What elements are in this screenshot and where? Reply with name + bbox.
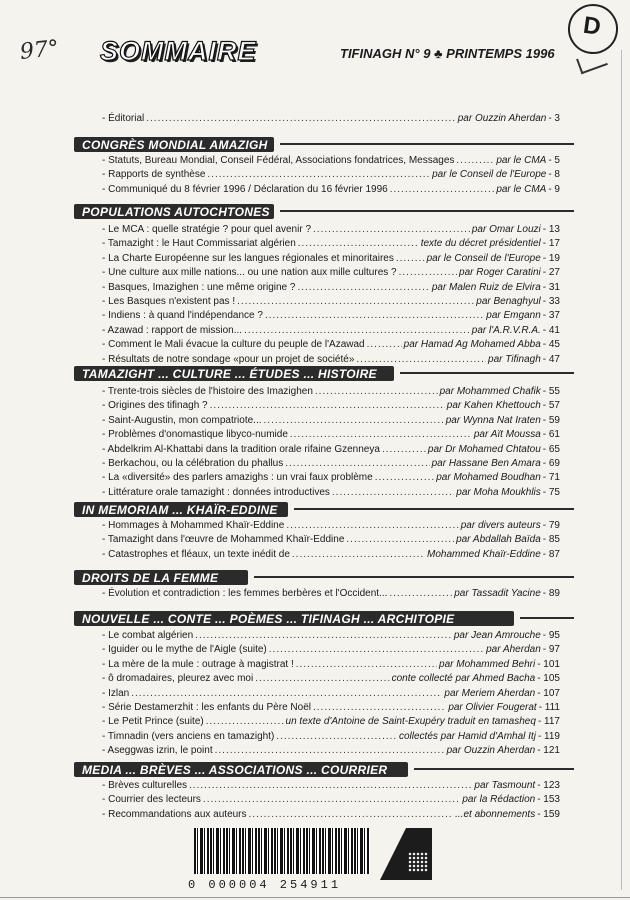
entry-title: - Hommages à Mohammed Khaïr-Eddine: [102, 520, 285, 531]
toc-entry: [102, 282, 560, 294]
entry-author: par Benaghyul: [476, 296, 541, 307]
toc-entry: [102, 354, 560, 366]
entry-title: - Berkachou, ou la célébration du phallus: [102, 458, 284, 469]
entry-title: - ô dromadaires, pleurez avec moi: [102, 673, 254, 685]
leader-dots: [255, 673, 389, 685]
entry-page: - 8: [548, 169, 560, 181]
toc-entry: [102, 549, 560, 561]
entry-author: par Meriem Aherdan: [444, 687, 536, 699]
entry-author: par le Conseil de l'Europe: [426, 252, 541, 264]
leader-dots: [456, 155, 494, 167]
entry-author: par Olivier Fougerat: [448, 702, 537, 713]
toc-entry: [102, 444, 560, 456]
toc-entry: [102, 169, 560, 181]
toc-entry: [102, 155, 560, 167]
toc-entry: [102, 702, 560, 714]
section-title: CONGRÈS MONDIAL AMAZIGH: [82, 138, 268, 152]
entry-author: par Tifinagh: [488, 353, 541, 365]
section-title-bar: [74, 366, 394, 381]
entry-title: - Les Basques n'existent pas !: [102, 296, 236, 307]
entry-title: - Izlan: [102, 687, 130, 699]
section-title: MEDIA ... BRÈVES ... ASSOCIATIONS ... COURRIER: [82, 763, 388, 777]
entry-author: par Omar Louzi: [471, 224, 541, 235]
leader-dots: [367, 339, 402, 351]
entry-author: par Hamad Ag Mohamed Abba: [403, 339, 541, 351]
entry-author: par Aït Moussa: [473, 429, 541, 441]
toc-entry: [102, 224, 560, 236]
entry-title: - La Charte Européenne sur les langues régionales et minoritaires: [102, 252, 394, 264]
entry-page: - 101: [537, 658, 560, 670]
toc-entry: [102, 644, 560, 656]
leader-dots: [269, 644, 484, 656]
section-header: [74, 762, 574, 777]
entry-author: par le CMA: [496, 183, 547, 195]
entry-author: par Malen Ruiz de Elvira: [431, 281, 541, 293]
toc-entry: [102, 659, 560, 671]
section-rule: [280, 210, 574, 212]
page-title: SOMMAIRE: [100, 36, 257, 66]
toc-entry: [102, 296, 560, 308]
entry-title: - Communiqué du 8 février 1996 / Déclaration du 16 février 1996: [102, 183, 388, 195]
leader-dots: [195, 630, 452, 642]
page-edge: [621, 50, 622, 890]
entry-author: par Abdallah Baïda: [456, 534, 541, 546]
toc-entry: [102, 809, 560, 821]
entry-title: - Série Destamerzhit : les enfants du Père Noël: [102, 702, 311, 713]
entry-page: - 59: [542, 414, 560, 426]
leader-dots: [375, 472, 435, 484]
toc-entry: [102, 400, 560, 412]
entry-title: - Iguider ou le mythe de l'Aigle (suite): [102, 644, 267, 656]
pen-scribble-icon: [576, 50, 608, 75]
stamp-letter: D: [581, 11, 603, 41]
entry-author: par Tasmount: [474, 780, 536, 791]
entry-page: - 37: [542, 310, 560, 322]
entry-title: - Éditorial: [102, 113, 145, 124]
entry-author: par Tassadit Yacine: [454, 588, 541, 599]
entry-page: - 95: [542, 630, 560, 641]
section-rule: [414, 768, 574, 770]
entry-page: - 89: [542, 588, 560, 599]
section-header: [74, 137, 574, 152]
toc-entry: [102, 780, 560, 792]
publisher-logo-icon: [380, 828, 432, 880]
entry-title: - Une culture aux mille nations... ou une nation aux mille cultures ?: [102, 267, 397, 279]
entry-page: - 71: [542, 472, 560, 484]
leader-dots: [396, 253, 425, 265]
entry-author: par Mohamed Boudhan: [436, 472, 541, 484]
section-title-bar: [74, 570, 248, 585]
entry-title: - Le Petit Prince (suite): [102, 716, 204, 728]
barcode-bars: [194, 828, 370, 874]
entry-title: - Le MCA : quelle stratégie ? pour quel avenir ?: [102, 224, 312, 235]
entry-title: - Origines des tifinagh ?: [102, 400, 208, 412]
toc-entry: [102, 472, 560, 484]
section-rule: [280, 143, 574, 145]
section-header: [74, 366, 574, 381]
entry-page: - 117: [537, 716, 560, 728]
leader-dots: [399, 267, 457, 279]
section-header: [74, 570, 574, 585]
toc-entry: [102, 339, 560, 351]
leader-dots: [244, 325, 470, 337]
section-rule: [400, 372, 574, 374]
entry-author: par le CMA: [496, 155, 547, 166]
entry-title: - Le combat algérien: [102, 630, 194, 641]
entry-title: - Résultats de notre sondage «pour un projet de société»: [102, 353, 355, 365]
leader-dots: [332, 487, 454, 499]
handwritten-number: 97°: [18, 36, 61, 65]
toc-entry: [102, 534, 560, 546]
toc-entry: [102, 688, 560, 700]
entry-title: - Recommandations aux auteurs: [102, 808, 247, 820]
leader-dots: [207, 169, 430, 181]
entry-author: par l'A.R.V.R.A.: [471, 324, 541, 336]
leader-dots: [313, 224, 470, 236]
section-title: DROITS DE LA FEMME: [82, 571, 219, 585]
entry-author: Mohammed Khaïr-Eddine: [427, 548, 541, 560]
entry-title: - Courrier des lecteurs: [102, 794, 201, 806]
leader-dots: [390, 184, 495, 196]
entry-author: texte du décret présidentiel: [420, 238, 541, 250]
toc-entry: [102, 673, 560, 685]
entry-page: - 27: [542, 267, 560, 279]
entry-page: - 87: [542, 548, 560, 560]
toc-entry: [102, 794, 560, 806]
entry-page: - 107: [537, 687, 560, 699]
entry-author: conte collecté par Ahmed Bacha: [391, 673, 536, 685]
toc-entry: [102, 588, 560, 600]
entry-page: - 5: [548, 155, 560, 166]
barcode: [188, 828, 374, 894]
entry-page: - 153: [537, 794, 560, 806]
toc-entry: [102, 429, 560, 441]
entry-page: - 79: [542, 520, 560, 531]
leader-dots: [146, 113, 456, 125]
leader-dots: [356, 354, 486, 366]
entry-title: - Saint-Augustin, mon compatriote...: [102, 414, 262, 426]
leader-dots: [285, 458, 429, 470]
entry-title: - Azawad : rapport de mission...: [102, 324, 243, 336]
page-edge-bottom: [0, 897, 630, 898]
entry-author: par Hassane Ben Amara: [431, 458, 541, 469]
section-header: [74, 204, 574, 219]
entry-page: - 13: [542, 224, 560, 235]
entry-author: par Aherdan: [486, 644, 541, 656]
entry-page: - 159: [537, 808, 560, 820]
leader-dots: [315, 386, 438, 398]
leader-dots: [249, 809, 454, 821]
entry-author: par divers auteurs: [460, 520, 541, 531]
leader-dots: [210, 400, 445, 412]
section-header: [74, 502, 574, 517]
section-rule: [520, 617, 574, 619]
section-title: POPULATIONS AUTOCHTONES: [82, 205, 270, 219]
leader-dots: [290, 429, 472, 441]
entry-page: - 9: [548, 183, 560, 195]
entry-page: - 17: [542, 238, 560, 250]
entry-author: par Jean Amrouche: [453, 630, 541, 641]
entry-title: - Aseggwas izrin, le point: [102, 745, 213, 757]
entry-page: - 3: [548, 113, 560, 124]
section-title-bar: [74, 611, 514, 626]
section-rule: [254, 576, 574, 578]
toc-entry: [102, 415, 560, 427]
entry-title: - Évolution et contradiction : les femmes berbères et l'Occident...: [102, 588, 388, 599]
entry-page: - 111: [538, 702, 560, 713]
circled-letter-stamp: [565, 1, 621, 57]
toc-entry: [102, 630, 560, 642]
leader-dots: [382, 444, 426, 456]
entry-title: - Brèves culturelles: [102, 780, 188, 791]
entry-author: par Dr Mohamed Chtatou: [427, 443, 541, 455]
entry-title: - La «diversité» des parlers amazighs : un vrai faux problème: [102, 472, 373, 484]
entry-title: - Problèmes d'onomastique libyco-numide: [102, 429, 288, 441]
entry-author: un texte d'Antoine de Saint-Exupéry traduit en tamasheq: [285, 716, 536, 728]
entry-author: par le Conseil de l'Europe: [432, 169, 547, 181]
entry-author: par Wynna Nat Iraten: [445, 414, 541, 426]
entry-title: - Statuts, Bureau Mondial, Conseil Fédéral, Associations fondatrices, Messages: [102, 155, 455, 166]
toc-entry: [102, 253, 560, 265]
entry-page: - 45: [542, 339, 560, 351]
section-title: TAMAZIGHT ... CULTURE ... ÉTUDES ... HISTOIRE: [82, 367, 377, 381]
toc-entry: [102, 267, 560, 279]
entry-author: par Emgann: [486, 310, 541, 322]
entry-title: - La mère de la mule : outrage à magistrat !: [102, 658, 294, 670]
leader-dots: [286, 520, 458, 532]
section-title-bar: [74, 204, 274, 219]
entry-author: par Moha Moukhlis: [456, 486, 541, 498]
entry-page: - 19: [542, 252, 560, 264]
section-title: IN MEMORIAM ... KHAÏR-EDDINE: [82, 503, 278, 517]
entry-author: par Mohammed Behri: [439, 658, 536, 670]
entry-title: - Catastrophes et fléaux, un texte inédit de: [102, 548, 290, 560]
leader-dots: [298, 238, 419, 250]
leader-dots: [276, 731, 397, 743]
section-title-bar: [74, 762, 408, 777]
entry-page: - 97: [542, 644, 560, 656]
leader-dots: [206, 716, 284, 728]
leader-dots: [215, 745, 445, 757]
leader-dots: [389, 588, 452, 600]
entry-page: - 123: [537, 780, 560, 791]
toc-entry: [102, 487, 560, 499]
leader-dots: [292, 549, 425, 561]
section-title-bar: [74, 502, 288, 517]
entry-title: - Comment le Mali évacue la culture du peuple de l'Azawad: [102, 339, 365, 351]
entry-page: - 85: [542, 534, 560, 546]
entry-page: - 61: [542, 429, 560, 441]
entry-page: - 65: [542, 443, 560, 455]
leader-dots: [346, 534, 454, 546]
entry-page: - 41: [542, 324, 560, 336]
entry-title: - Timnadin (vers anciens en tamazight): [102, 730, 275, 742]
entry-page: - 55: [542, 386, 560, 397]
entry-title: - Trente-trois siècles de l'histoire des Imazighen: [102, 386, 313, 397]
section-title-bar: [74, 137, 274, 152]
toc-entry: [102, 310, 560, 322]
toc-entry: [102, 716, 560, 728]
toc-entry: [102, 113, 560, 125]
leader-dots: [296, 659, 437, 671]
toc-entry: [102, 184, 560, 196]
entry-author: par Ouzzin Aherdan: [457, 113, 547, 124]
entry-author: ...et abonnements: [455, 808, 536, 820]
entry-title: - Indiens : à quand l'indépendance ?: [102, 310, 263, 322]
toc-entry: [102, 386, 560, 398]
entry-page: - 105: [537, 673, 560, 685]
entry-title: - Abdelkrim Al-Khattabi dans la tradition orale rifaine Gzenneya: [102, 443, 380, 455]
entry-page: - 57: [542, 400, 560, 412]
leader-dots: [297, 282, 429, 294]
toc-entry: [102, 520, 560, 532]
entry-title: - Tamazight : le Haut Commissariat algérien: [102, 238, 296, 250]
leader-dots: [189, 780, 472, 792]
entry-page: - 119: [537, 730, 560, 742]
entry-author: par Mohammed Chafik: [439, 386, 541, 397]
issue-info: TIFINAGH N° 9 ♣ PRINTEMPS 1996: [340, 46, 555, 61]
entry-author: par Kahen Khettouch: [446, 400, 541, 412]
leader-dots: [237, 296, 474, 308]
entry-title: - Tamazight dans l'œuvre de Mohammed Khaïr-Eddine: [102, 534, 345, 546]
entry-author: par Ouzzin Aherdan: [446, 745, 536, 757]
toc-entry: [102, 745, 560, 757]
entry-page: - 33: [542, 296, 560, 307]
entry-author: par Roger Caratini: [459, 267, 541, 279]
toc-entry: [102, 325, 560, 337]
toc-entry: [102, 238, 560, 250]
entry-page: - 47: [542, 353, 560, 365]
entry-title: - Littérature orale tamazight : données introductives: [102, 486, 330, 498]
section-header: [74, 611, 574, 626]
leader-dots: [264, 415, 444, 427]
entry-title: - Basques, Imazighen : une même origine ?: [102, 281, 296, 293]
entry-author: par la Rédaction: [462, 794, 536, 806]
entry-page: - 75: [542, 486, 560, 498]
entry-page: - 121: [537, 745, 560, 757]
entry-page: - 31: [542, 281, 560, 293]
section-title: NOUVELLE ... CONTE ... POÈMES ... TIFINAGH ... ARCHITOPIE: [82, 612, 455, 626]
section-rule: [294, 508, 574, 510]
entry-title: - Rapports de synthèse: [102, 169, 206, 181]
leader-dots: [313, 702, 446, 714]
toc-entry: [102, 731, 560, 743]
leader-dots: [265, 310, 484, 322]
leader-dots: [203, 794, 460, 806]
barcode-number: 0 000004 254911: [188, 878, 342, 892]
leader-dots: [131, 688, 442, 700]
toc-entry: [102, 458, 560, 470]
entry-page: - 69: [542, 458, 560, 469]
entry-author: collectés par Hamid d'Amhal Itj: [398, 730, 536, 742]
